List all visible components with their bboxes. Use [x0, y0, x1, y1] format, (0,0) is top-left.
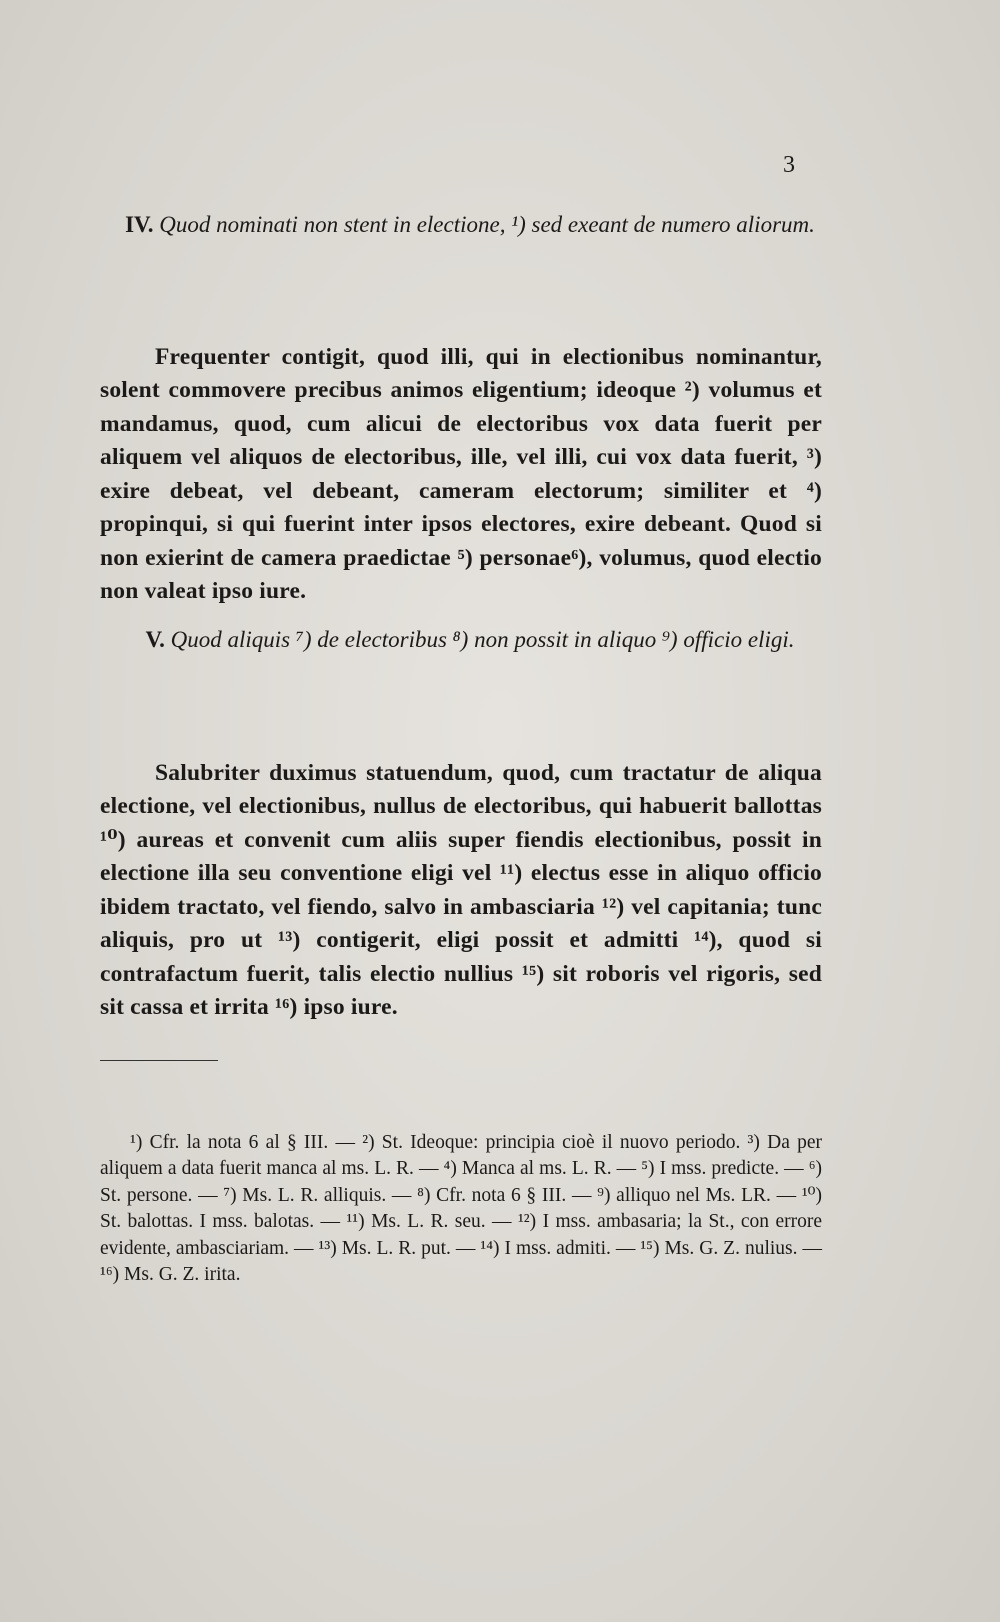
section-iv-heading — [120, 208, 820, 242]
section-iv-numeral: IV. — [125, 212, 154, 237]
page-number: 3 — [783, 152, 796, 178]
footnotes: ¹) Cfr. la nota 6 al § III. — ²) St. Ideoque: principia cioè il nuovo periodo. ³) Da per aliquem a data fuerit manca al ms. L. R. — ⁴) Manca al ms. L. R. — ⁵) I mss. predicte. — ⁶) St. persone. — ⁷) Ms. L. R. alliquis. — ⁸) Cfr. nota 6 § III. — ⁹) alliquo nel Ms. LR. — ¹⁰) St. balottas. I mss. balotas. — ¹¹) Ms. L. R. seu. — ¹²) I mss. ambasaria; la St., con errore evidente, ambasciariam. — ¹³) Ms. L. R. put. — ¹⁴) I mss. admiti. — ¹⁵) Ms. G. Z. nulius. — ¹⁶) Ms. G. Z. irita. — [100, 1131, 822, 1285]
section-iv-paragraph: Frequenter contigit, quod illi, qui in electionibus nominantur, solent commovere precibus animos eligentium; ideoque ²) volumus et mandamus, quod, cum alicui de electoribus vox data fuerit per aliquem vel aliquos de electoribus, ille, vel illi, cui vox data fuerit, ³) exire debeat, vel debeant, cameram electorum; similiter et ⁴) propinqui, si qui fuerint inter ipsos electores, exire debeant. Quod si non exierint de camera praedictae ⁵) personae⁶), volumus, quod electio non valeat ipso iure. — [100, 343, 822, 604]
section-v-title: Quod aliquis ⁷) de electoribus ⁸) non possit in aliquo ⁹) officio eligi. — [170, 627, 795, 652]
section-iv-title: Quod nominati non stent in electione, ¹) sed exeant de numero aliorum. — [159, 212, 815, 237]
section-v-paragraph: Salubriter duximus statuendum, quod, cum tractatur de aliqua electione, vel electionibus, nullus de electoribus, qui habuerit ballottas ¹⁰) aureas et convenit cum aliis super fiendis electionibus, possit in electione illa seu conventione eligi vel ¹¹) electus esse in aliquo officio ibidem tractato, vel fiendo, salvo in ambasciaria ¹²) vel capitania; tunc aliquis, pro ut ¹³) contigerit, eligi possit et admitti ¹⁴), quod si contrafactum fuerit, talis electio nullius ¹⁵) sit roboris vel rigoris, sed sit cassa et irrita ¹⁶) ipso iure. — [100, 759, 822, 1020]
section-v-heading — [120, 623, 820, 657]
section-v-numeral: V. — [145, 627, 165, 652]
footnote-divider — [100, 1060, 218, 1061]
